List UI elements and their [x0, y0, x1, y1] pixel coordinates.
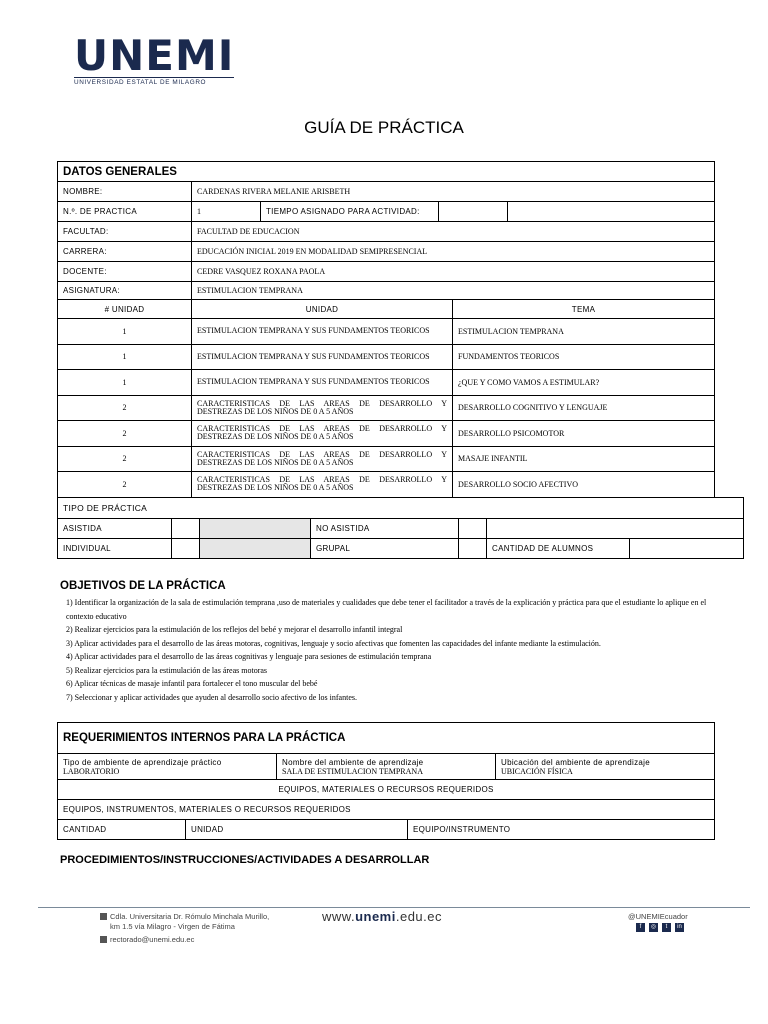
no-asistida-blank: [487, 519, 744, 539]
facultad-value: FACULTAD DE EDUCACION: [192, 222, 715, 242]
unit-tema: FUNDAMENTOS TEORICOS: [453, 344, 715, 370]
footer-divider: [38, 907, 750, 908]
unit-name: ESTIMULACION TEMPRANA Y SUS FUNDAMENTOS TEORICOS: [192, 319, 453, 345]
no-asistida-label: NO ASISTIDA: [311, 519, 459, 539]
objetivo-item: 7) Seleccionar y aplicar actividades que ayuden al desarrollo socio afectivo de los infantes.: [66, 692, 357, 702]
tipo-label: TIPO DE PRÁCTICA: [58, 498, 744, 519]
address-line1: Cdla. Universitaria Dr. Rómulo Minchala Murillo,: [110, 912, 270, 921]
objetivos-title: OBJETIVOS DE LA PRÁCTICA: [60, 580, 226, 592]
unit-name: CARACTERISTICAS DE LAS AREAS DE DESARROLLO Y DESTREZAS DE LOS NIÑOS DE 0 A 5 AÑOS: [192, 395, 453, 421]
unit-name: CARACTERISTICAS DE LAS AREAS DE DESARROLLO Y DESTREZAS DE LOS NIÑOS DE 0 A 5 AÑOS: [192, 472, 453, 498]
carrera-value: EDUCACIÓN INICIAL 2019 EN MODALIDAD SEMIPRESENCIAL: [192, 242, 715, 262]
requerimientos-table: [57, 722, 715, 840]
page-title: GUÍA DE PRÁCTICA: [304, 118, 464, 137]
cantidad-header: CANTIDAD: [58, 820, 186, 840]
asistida-shade: [200, 519, 311, 539]
unit-tema: ESTIMULACION TEMPRANA: [453, 319, 715, 345]
tiempo-value: [439, 202, 508, 222]
unit-name: CARACTERISTICAS DE LAS AREAS DE DESARROLLO Y DESTREZAS DE LOS NIÑOS DE 0 A 5 AÑOS: [192, 421, 453, 447]
unit-tema: DESARROLLO COGNITIVO Y LENGUAJE: [453, 395, 715, 421]
unit-tema: MASAJE INFANTIL: [453, 446, 715, 472]
unit-tema: DESARROLLO SOCIO AFECTIVO: [453, 472, 715, 498]
unit-num-header: # UNIDAD: [58, 300, 192, 319]
unit-row: [58, 395, 715, 421]
tipo-ambiente-label: Tipo de ambiente de aprendizaje práctico: [63, 757, 222, 767]
equipos-subheader: EQUIPOS, INSTRUMENTOS, MATERIALES O RECURSOS REQUERIDOS: [58, 800, 715, 820]
url-brand: unemi: [355, 909, 396, 924]
unidad-header: UNIDAD: [186, 820, 408, 840]
footer-email[interactable]: rectorado@unemi.edu.ec: [110, 935, 195, 944]
carrera-label: CARRERA:: [58, 242, 192, 262]
facultad-label: FACULTAD:: [58, 222, 192, 242]
section-title: DATOS GENERALES: [58, 162, 715, 182]
objetivo-item: 6) Aplicar técnicas de masaje infantil para fortalecer el tono muscular del bebé: [66, 679, 318, 688]
individual-check[interactable]: [172, 539, 200, 559]
individual-label: INDIVIDUAL: [58, 539, 172, 559]
requerimientos-title: REQUERIMIENTOS INTERNOS PARA LA PRÁCTICA: [58, 723, 715, 754]
footer-address: [100, 912, 269, 945]
unit-num: 1: [58, 370, 192, 396]
social-icons: [636, 923, 684, 932]
asignatura-value: ESTIMULACION TEMPRANA: [192, 282, 715, 300]
unit-row: [58, 344, 715, 370]
datos-generales-table: [57, 161, 715, 300]
unit-num: 1: [58, 319, 192, 345]
docente-value: CEDRE VASQUEZ ROXANA PAOLA: [192, 262, 715, 282]
asistida-label: ASISTIDA: [58, 519, 172, 539]
mail-icon: [100, 936, 107, 943]
unit-name: ESTIMULACION TEMPRANA Y SUS FUNDAMENTOS TEORICOS: [192, 344, 453, 370]
unit-num: 2: [58, 446, 192, 472]
asignatura-label: ASIGNATURA:: [58, 282, 192, 300]
unit-name: CARACTERISTICAS DE LAS AREAS DE DESARROLLO Y DESTREZAS DE LOS NIÑOS DE 0 A 5 AÑOS: [192, 446, 453, 472]
url-suffix: .edu.ec: [395, 909, 443, 924]
instagram-icon[interactable]: ◎: [650, 924, 657, 930]
objetivo-item: 3) Aplicar actividades para el desarrollo de las áreas motoras, cognitivas, lenguaje y socio afectivas que fomenten las capacidades del infante mediante la estimulación.: [66, 638, 601, 648]
url-prefix: www.: [322, 909, 356, 924]
objetivo-item: 5) Realizar ejercicios para la estimulación de las áreas motoras: [66, 665, 268, 675]
unit-num: 2: [58, 421, 192, 447]
unit-tema: DESARROLLO PSICOMOTOR: [453, 421, 715, 447]
objetivos-section: [60, 580, 715, 704]
twitter-icon[interactable]: t: [662, 923, 671, 932]
ubicacion-ambiente-value: UBICACIÓN FÍSICA: [501, 766, 573, 776]
unit-tema: ¿QUE Y COMO VAMOS A ESTIMULAR?: [453, 370, 715, 396]
individual-shade: [200, 539, 311, 559]
cantidad-alumnos-label: CANTIDAD DE ALUMNOS: [487, 539, 630, 559]
nombre-ambiente-value: SALA DE ESTIMULACION TEMPRANA: [282, 766, 423, 776]
unit-row: [58, 421, 715, 447]
grupal-label: GRUPAL: [311, 539, 459, 559]
practica-value: 1: [192, 202, 261, 222]
cantidad-alumnos-value: [630, 539, 744, 559]
tipo-ambiente-value: LABORATORIO: [63, 766, 120, 776]
unit-row: [58, 472, 715, 498]
facebook-icon[interactable]: f: [636, 923, 645, 932]
equipos-header: EQUIPOS, MATERIALES O RECURSOS REQUERIDOS: [58, 780, 715, 800]
tipo-practica-table: [57, 497, 744, 559]
procedimientos-title: PROCEDIMIENTOS/INSTRUCCIONES/ACTIVIDADES A DESARROLLAR: [60, 854, 430, 866]
logo-text: UNEMI: [74, 31, 235, 80]
nombre-value: CARDENAS RIVERA MELANIE ARISBETH: [192, 182, 715, 202]
grupal-check[interactable]: [459, 539, 487, 559]
footer-social-handle: @UNEMIEcuador: [628, 912, 688, 921]
unit-name: ESTIMULACION TEMPRANA Y SUS FUNDAMENTOS TEORICOS: [192, 370, 453, 396]
linkedin-icon[interactable]: in: [675, 923, 684, 932]
nombre-label: NOMBRE:: [58, 182, 192, 202]
objetivo-item: 4) Aplicar actividades para el desarrollo de las áreas cognitivas y lenguaje para sesiones de estimulación temprana: [66, 652, 432, 661]
unit-row: [58, 370, 715, 396]
unit-num: 2: [58, 395, 192, 421]
logo-subtitle: UNIVERSIDAD ESTATAL DE MILAGRO: [74, 77, 234, 86]
asistida-check[interactable]: [172, 519, 200, 539]
ubicacion-ambiente-label: Ubicación del ambiente de aprendizaje: [501, 757, 650, 767]
footer-url[interactable]: [322, 909, 442, 924]
address-line2: km 1.5 vía Milagro - Virgen de Fátima: [110, 922, 235, 931]
units-table: [57, 299, 715, 498]
location-icon: [100, 913, 107, 920]
unit-row: [58, 446, 715, 472]
unemi-logo: [74, 31, 235, 86]
unit-num: 1: [58, 344, 192, 370]
nombre-ambiente-label: Nombre del ambiente de aprendizaje: [282, 757, 424, 767]
tema-header: TEMA: [453, 300, 715, 319]
practica-label: N.º. DE PRACTICA: [58, 202, 192, 222]
objetivo-item: 2) Realizar ejercicios para la estimulación de los reflejos del bebé y mejorar el desarrollo infantil integral: [66, 625, 403, 634]
no-asistida-check[interactable]: [459, 519, 487, 539]
unit-row: [58, 319, 715, 345]
objetivo-item: 1) Identificar la organización de la sala de estimulación temprana ,uso de materiales y cualidades que debe tener el facilitador a través de la explicación y práctica para que el estudiante lo aplique en el contexto educativo: [66, 598, 707, 621]
docente-label: DOCENTE:: [58, 262, 192, 282]
unit-num: 2: [58, 472, 192, 498]
unit-header: UNIDAD: [192, 300, 453, 319]
equipo-header: EQUIPO/INSTRUMENTO: [408, 820, 715, 840]
tiempo-extra: [508, 202, 715, 222]
tiempo-label: TIEMPO ASIGNADO PARA ACTIVIDAD:: [261, 202, 439, 222]
